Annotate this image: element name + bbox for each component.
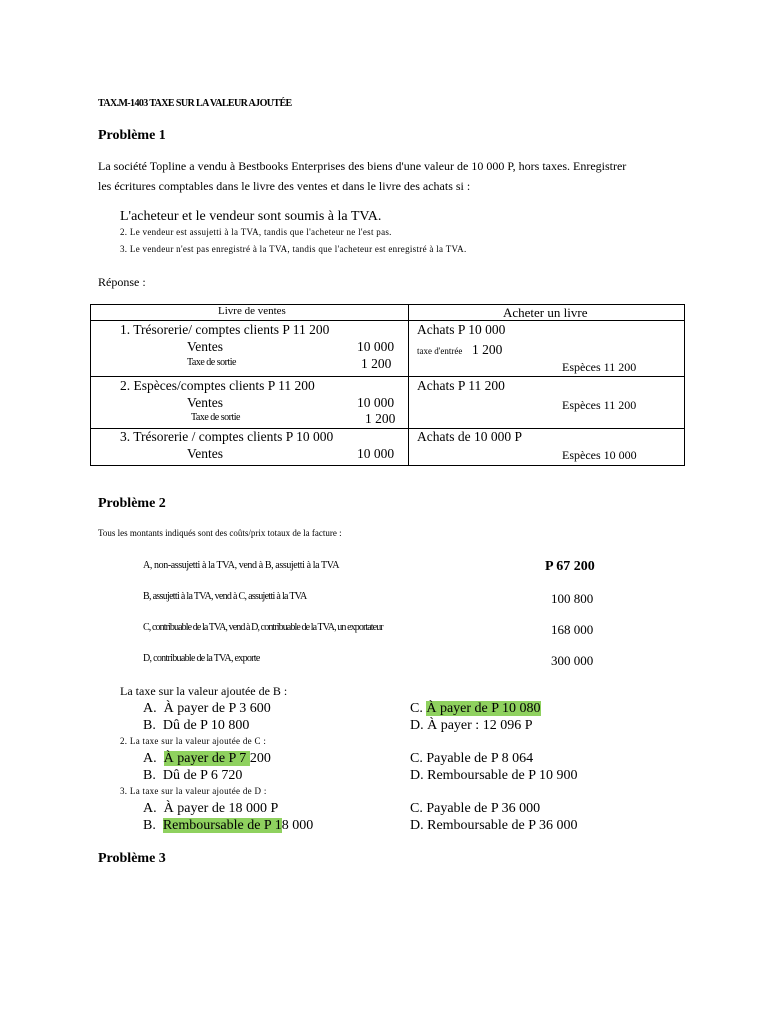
- problem2-intro: Tous les montants indiqués sont des coûts/prix totaux de la facture :: [98, 528, 342, 538]
- question2-stem: 2. La taxe sur la valeur ajoutée de C :: [120, 736, 267, 746]
- row2-sales-value: 10 000: [357, 395, 395, 410]
- problem1-case-2: 2. Le vendeur est assujetti à la TVA, tandis que l'acheteur ne l'est pas.: [120, 227, 392, 237]
- row1-sales-value: 10 000: [357, 339, 395, 354]
- transaction-d-label: D, contribuable de la TVA, exporte: [143, 653, 260, 664]
- row1-output-tax-label: Taxe de sortie: [187, 357, 236, 368]
- question3-stem: 3. La taxe sur la valeur ajoutée de D :: [120, 786, 267, 796]
- problem2-heading: Problème 2: [98, 496, 166, 511]
- purchase-book-header: Acheter un livre: [503, 305, 588, 320]
- answer-label: Réponse :: [98, 275, 146, 289]
- row1-sales-label: Ventes: [187, 339, 223, 354]
- row1-output-tax-value: 1 200: [361, 356, 392, 371]
- question1-option-c: C. À payer de P 10 080: [410, 701, 541, 716]
- question2-option-b: B. Dû de P 6 720: [143, 768, 243, 783]
- row1-input-tax-value: 1 200: [472, 342, 503, 357]
- row2-output-tax-value: 1 200: [365, 411, 396, 426]
- transaction-b-label: B, assujetti à la TVA, vend à C, assujetti à la TVA: [143, 591, 307, 602]
- question3-option-a: A. À payer de 18 000 P: [143, 801, 279, 816]
- row3-cash: Espèces 10 000: [562, 448, 637, 462]
- question3-option-b: B. Remboursable de P 18 000: [143, 818, 314, 833]
- row3-sales-line1: 3. Trésorerie / comptes clients P 10 000: [120, 429, 334, 444]
- highlighted-answer: À payer de P 10 080: [426, 701, 541, 716]
- problem1-heading: Problème 1: [98, 128, 166, 143]
- document-title: TAX.M-1403 TAXE SUR LA VALEUR AJOUTÉE: [98, 98, 292, 109]
- question2-option-c: C. Payable de P 8 064: [410, 751, 534, 766]
- problem1-case-1: L'acheteur et le vendeur sont soumis à la TVA.: [120, 209, 382, 224]
- transaction-a-amount: P 67 200: [545, 559, 595, 574]
- problem1-case-3: 3. Le vendeur n'est pas enregistré à la TVA, tandis que l'acheteur est enregistré à la TVA.: [120, 244, 467, 254]
- row1-cash: Espèces 11 200: [562, 360, 637, 374]
- row1-purchases: Achats P 10 000: [417, 322, 506, 337]
- question2-option-d: D. Remboursable de P 10 900: [410, 768, 578, 783]
- question3-option-d: D. Remboursable de P 36 000: [410, 818, 578, 833]
- row3-sales-value: 10 000: [357, 446, 395, 461]
- transaction-b-amount: 100 800: [551, 591, 594, 606]
- row3-purchases: Achats de 10 000 P: [417, 429, 522, 444]
- problem1-statement-line1: La société Topline a vendu à Bestbooks Enterprises des biens d'une valeur de 10 000 P, hors taxes. Enregistrer: [98, 159, 627, 173]
- row2-output-tax-label: Taxe de sortie: [191, 412, 240, 423]
- question1-stem: La taxe sur la valeur ajoutée de B :: [120, 684, 288, 698]
- row1-input-tax-label: taxe d'entrée: [417, 346, 463, 356]
- transaction-a-label: A, non-assujetti à la TVA, vend à B, assujetti à la TVA: [143, 560, 340, 571]
- row3-sales-label: Ventes: [187, 446, 223, 461]
- row1-sales-line1: 1. Trésorerie/ comptes clients P 11 200: [120, 322, 330, 337]
- highlighted-answer: Remboursable de P 1: [162, 818, 282, 833]
- highlighted-answer: À payer de P 7: [163, 751, 250, 766]
- row2-cash: Espèces 11 200: [562, 398, 637, 412]
- question2-option-a: A. À payer de P 7 200: [143, 751, 271, 766]
- row2-purchases: Achats P 11 200: [417, 378, 505, 393]
- question1-option-a: A. À payer de P 3 600: [143, 701, 271, 716]
- problem3-heading: Problème 3: [98, 851, 166, 866]
- transaction-c-amount: 168 000: [551, 622, 594, 637]
- ledger-table: [90, 304, 685, 466]
- sales-book-header: Livre de ventes: [218, 305, 286, 317]
- question3-option-c: C. Payable de P 36 000: [410, 801, 541, 816]
- row2-sales-label: Ventes: [187, 395, 223, 410]
- row2-sales-line1: 2. Espèces/comptes clients P 11 200: [120, 378, 315, 393]
- transaction-d-amount: 300 000: [551, 653, 594, 668]
- question1-option-d: D. À payer : 12 096 P: [410, 718, 533, 733]
- transaction-c-label: C, contribuable de la TVA, vend à D, contribuable de la TVA, un exportateur: [143, 622, 383, 633]
- problem1-statement-line2: les écritures comptables dans le livre des ventes et dans le livre des achats si :: [98, 179, 471, 193]
- question1-option-b: B. Dû de P 10 800: [143, 718, 250, 733]
